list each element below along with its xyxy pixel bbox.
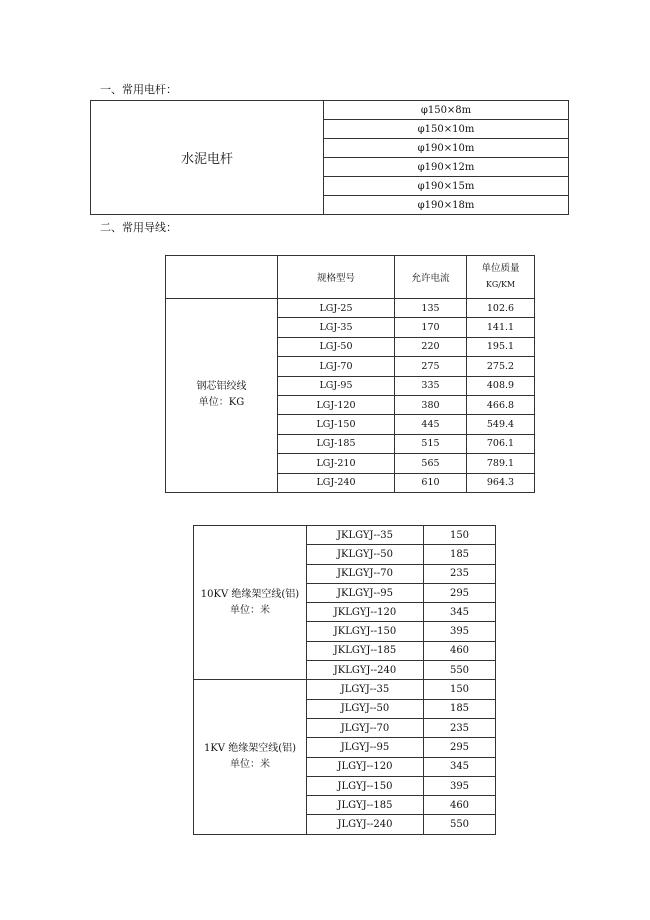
pole-spec-cell: φ150×8m — [324, 101, 569, 120]
pole-spec-cell: φ190×15m — [324, 177, 569, 196]
mass-cell: 141.1 — [467, 318, 535, 337]
current-cell: 565 — [395, 454, 467, 473]
spec-cell: JLGYJ--185 — [307, 796, 424, 815]
section2-heading: 二、常用导线： — [100, 221, 177, 234]
spec-cell: JLGYJ--95 — [307, 738, 424, 757]
current-cell: 220 — [395, 337, 467, 356]
table-row — [194, 526, 496, 545]
spec-cell: LGJ-35 — [278, 318, 395, 337]
pole-spec-cell: φ190×12m — [324, 158, 569, 177]
spec-cell: LGJ-50 — [278, 337, 395, 356]
steel-core-wire-table — [165, 255, 535, 493]
mass-cell: 789.1 — [467, 454, 535, 473]
value-cell: 395 — [424, 622, 496, 641]
mass-cell: 549.4 — [467, 415, 535, 434]
value-cell: 345 — [424, 603, 496, 622]
spec-cell: LGJ-210 — [278, 454, 395, 473]
wire-group-label: 10KV 绝缘架空线(铝) — [200, 588, 300, 600]
header-mass — [467, 256, 535, 299]
spec-cell: JLGYJ--240 — [307, 815, 424, 834]
pole-spec-cell: φ150×10m — [324, 120, 569, 139]
value-cell: 150 — [424, 680, 496, 699]
spec-cell: LGJ-240 — [278, 473, 395, 492]
current-cell: 135 — [395, 299, 467, 318]
header-mass-unit: KG/KM — [485, 280, 516, 289]
table-header-row — [166, 256, 535, 299]
value-cell: 235 — [424, 564, 496, 583]
spec-cell: LGJ-185 — [278, 434, 395, 453]
table-row — [91, 101, 569, 120]
value-cell: 460 — [424, 641, 496, 660]
pole-table — [90, 100, 569, 215]
spec-cell: JKLGYJ--150 — [307, 622, 424, 641]
header-current: 允许电流 — [395, 256, 467, 299]
value-cell: 185 — [424, 545, 496, 564]
spec-cell: LGJ-120 — [278, 395, 395, 414]
table-row — [166, 299, 535, 318]
mass-cell: 408.9 — [467, 376, 535, 395]
current-cell: 445 — [395, 415, 467, 434]
section1-heading: 一、常用电杆： — [100, 83, 177, 96]
wire-group-label: 1KV 绝缘架空线(铝) — [203, 743, 297, 755]
pole-spec-cell: φ190×10m — [324, 139, 569, 158]
current-cell: 515 — [395, 434, 467, 453]
mass-cell: 706.1 — [467, 434, 535, 453]
spec-cell: LGJ-70 — [278, 357, 395, 376]
value-cell: 345 — [424, 757, 496, 776]
current-cell: 335 — [395, 376, 467, 395]
spec-cell: JLGYJ--120 — [307, 757, 424, 776]
spec-cell: JKLGYJ--120 — [307, 603, 424, 622]
mass-cell: 102.6 — [467, 299, 535, 318]
spec-cell: JLGYJ--150 — [307, 776, 424, 795]
mass-cell: 275.2 — [467, 357, 535, 376]
mass-cell: 466.8 — [467, 395, 535, 414]
spec-cell: JKLGYJ--240 — [307, 661, 424, 680]
spec-cell: JKLGYJ--35 — [307, 526, 424, 545]
spec-cell: LGJ-150 — [278, 415, 395, 434]
value-cell: 550 — [424, 815, 496, 834]
value-cell: 235 — [424, 718, 496, 737]
wire-group-cell — [194, 680, 307, 834]
value-cell: 550 — [424, 661, 496, 680]
value-cell: 395 — [424, 776, 496, 795]
value-cell: 185 — [424, 699, 496, 718]
spec-cell: JKLGYJ--95 — [307, 583, 424, 602]
value-cell: 295 — [424, 738, 496, 757]
spec-cell: JKLGYJ--70 — [307, 564, 424, 583]
spec-cell: JKLGYJ--50 — [307, 545, 424, 564]
insulated-wire-table — [193, 525, 496, 835]
current-cell: 170 — [395, 318, 467, 337]
header-empty-cell — [166, 256, 278, 299]
header-spec: 规格型号 — [278, 256, 395, 299]
spec-cell: JLGYJ--70 — [307, 718, 424, 737]
pole-spec-cell: φ190×18m — [324, 196, 569, 215]
spec-cell: JLGYJ--50 — [307, 699, 424, 718]
spec-cell: JKLGYJ--185 — [307, 641, 424, 660]
header-mass-label: 单位质量 — [481, 263, 520, 274]
mass-cell: 964.3 — [467, 473, 535, 492]
spec-cell: LGJ-25 — [278, 299, 395, 318]
current-cell: 610 — [395, 473, 467, 492]
mass-cell: 195.1 — [467, 337, 535, 356]
current-cell: 275 — [395, 357, 467, 376]
value-cell: 460 — [424, 796, 496, 815]
wire-group-unit: 单位：米 — [230, 759, 270, 771]
spec-cell: LGJ-95 — [278, 376, 395, 395]
pole-type-label: 水泥电杆 — [91, 101, 324, 215]
table-row — [194, 680, 496, 699]
wire-group-unit: 单位：米 — [230, 604, 270, 616]
wire-group-unit: 单位：KG — [198, 397, 245, 409]
spec-cell: JLGYJ--35 — [307, 680, 424, 699]
wire-group-cell — [166, 299, 278, 493]
wire-group-cell — [194, 526, 307, 680]
wire-group-label: 钢芯铝绞线 — [196, 381, 247, 393]
current-cell: 380 — [395, 395, 467, 414]
value-cell: 295 — [424, 583, 496, 602]
value-cell: 150 — [424, 526, 496, 545]
